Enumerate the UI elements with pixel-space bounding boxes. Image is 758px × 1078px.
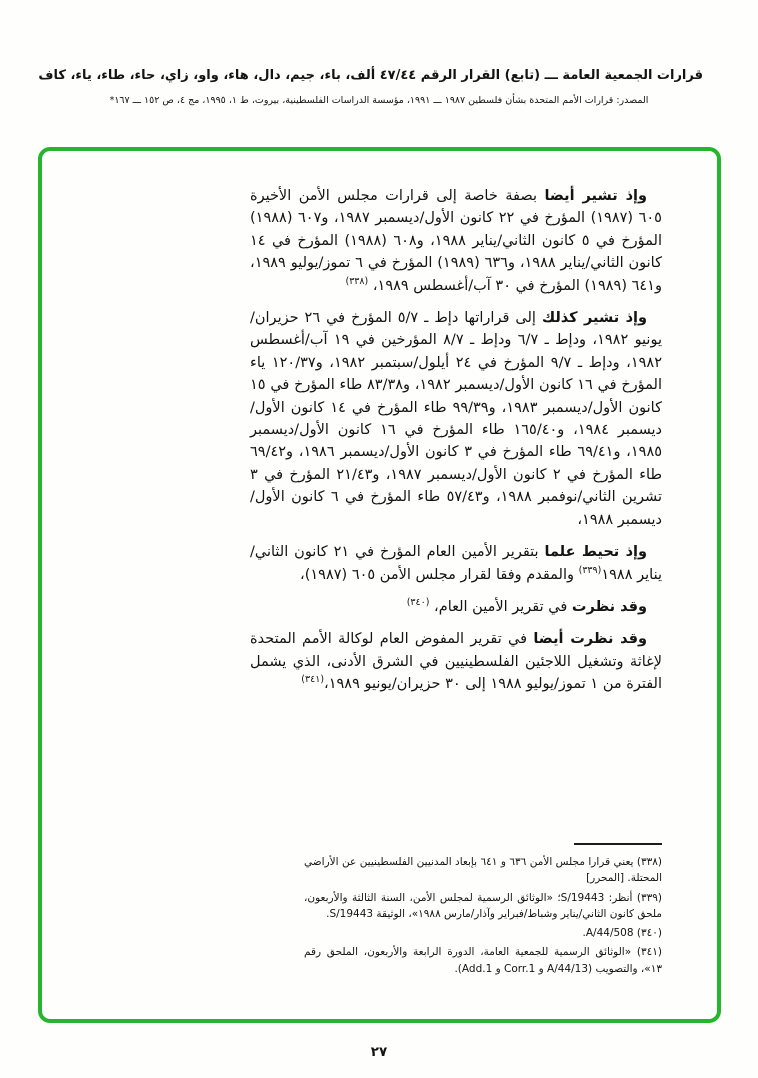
content-frame [38, 147, 721, 1023]
footnote-ref: (٣٣٩) [578, 564, 602, 576]
body-paragraph [250, 307, 662, 531]
footnotes-list [304, 854, 662, 977]
paragraph-text: والمقدم وفقا لقرار مجلس الأمن ٦٠٥ (١٩٨٧)، [300, 566, 579, 583]
paragraph-lead: وإذ تحيط علما [544, 544, 647, 561]
footnote-marker: (٣٤١) [631, 946, 662, 959]
footnote-text: يعني قرارا مجلس الأمن ٦٣٦ و ٦٤١ بإبعاد المدنيين الفلسطينيين عن الأراضي المحتلة. [المحرر] [304, 856, 662, 885]
footnote-item [304, 854, 662, 887]
footnote-ref: (٣٣٨) [345, 275, 369, 287]
body-paragraph [250, 185, 662, 297]
paragraph-lead: وإذ تشير كذلك [541, 310, 647, 327]
footnote-marker: (٣٤٠) [633, 927, 662, 940]
body-paragraph [250, 628, 662, 695]
paragraph-text: بتقرير الأمين العام المؤرخ في ٢١ كانون الثاني/يناير ١٩٨٨ [250, 544, 662, 583]
body-paragraphs [250, 185, 662, 696]
footnotes-section [304, 843, 662, 980]
paragraph-text: بصفة خاصة إلى قرارات مجلس الأمن الأخيرة ٦٠٥ (١٩٨٧) المؤرخ في ٢٢ كانون الأول/ديسمبر ١٩٨٧، و٦٠٧ (١٩٨٨) المؤرخ في ٥ كانون الثاني/يناير ١٩٨٨، و٦٠٨ (١٩٨٨) المؤرخ في ١٤ كانون الثاني/يناير ١٩٨٨، و٦٣٦ (١٩٨٩) المؤرخ في ٦ تموز/يوليو ١٩٨٩، و٦٤١ (١٩٨٩) المؤرخ في ٣٠ آب/أغسطس ١٩٨٩، [250, 188, 662, 294]
paragraph-text: في تقرير الأمين العام، [429, 598, 572, 615]
paragraph-lead: وقد نظرت أيضا [533, 631, 647, 648]
text-column [250, 185, 663, 975]
footnote-item [304, 890, 662, 923]
footnote-text: A/44/508. [582, 927, 634, 940]
page-number: ٢٧ [370, 1044, 388, 1060]
footnote-marker: (٣٣٨) [633, 856, 663, 868]
footnote-text: أنظر: S/19443؛ «الوثائق الرسمية لمجلس الأمن، السنة الثالثة والأربعون، ملحق كانون الثاني/يناير وشباط/فبراير وآذار/مارس ١٩٨٨»، الوثيقة S/19443. [304, 891, 662, 920]
paragraph-text: إلى قراراتها دإط ـ ٥/٧ المؤرخ في ٢٦ حزيران/يونيو ١٩٨٢، ودإط ـ ٦/٧ ودإط ـ ٨/٧ المؤرخين في ١٩ آب/أغسطس ١٩٨٢، ودإط ـ ٩/٧ المؤرخ في ٢٤ أيلول/سبتمبر ١٩٨٢، و١٢٠/٣٧ ياء المؤرخ في ١٦ كانون الأول/ديسمبر ١٩٨٢، و٨٣/٣٨ طاء المؤرخ في ١٥ كانون الأول/ديسمبر ١٩٨٣، و٩٩/٣٩ طاء المؤرخ في ١٤ كانون الأول/ديسمبر ١٩٨٤، و١٦٥/٤٠ طاء المؤرخ في ١٦ كانون الأول/ديسمبر ١٩٨٥، و٦٩/٤١ طاء المؤرخ في ٣ كانون الأول/ديسمبر ١٩٨٦، و٦٩/٤٢ طاء المؤرخ في ٢ كانون الأول/ديسمبر ١٩٨٧، و٢١/٤٣ المؤرخ في ٣ تشرين الثاني/نوفمبر ١٩٨٨، و٥٧/٤٣ طاء المؤرخ في ٦ كانون الأول/ديسمبر ١٩٨٨، [250, 310, 663, 528]
footnote-separator [574, 843, 662, 845]
footnote-item [304, 925, 662, 941]
footnote-item [304, 944, 662, 977]
body-paragraph [250, 541, 662, 586]
paragraph-lead: وقد نظرت [571, 598, 647, 615]
footnote-ref: (٣٤١) [301, 674, 325, 686]
paragraph-lead: وإذ تشير أيضا [544, 188, 647, 204]
footnote-marker: (٣٣٩) [632, 891, 663, 904]
footnote-text: «الوثائق الرسمية للجمعية العامة، الدورة الرابعة والأربعون، الملحق رقم ١٣»، والتصويب (A/44/13 و Corr.1 و Add.1). [304, 946, 662, 975]
header-source: المصدر: قرارات الأمم المتحدة بشأن فلسطين ١٩٨٧ ـــ ١٩٩١، مؤسسة الدراسات الفلسطينية، بيروت، ط ١، ١٩٩٥، مج ٤، ص ١٥٢ ـــ ١٦٧* [109, 95, 649, 106]
paragraph-text: في تقرير المفوض العام لوكالة الأمم المتحدة لإغاثة وتشغيل اللاجئين الفلسطينيين في الشرق الأدنى، الذي يشمل الفترة من ١ تموز/يوليو ١٩٨٨ إلى ٣٠ حزيران/يونيو ١٩٨٩، [250, 631, 662, 693]
body-paragraph [250, 596, 662, 618]
header-title: قرارات الجمعية العامة ـــ (تابع) القرار الرقم ٤٧/٤٤ ألف، باء، جيم، دال، هاء، واو، زاي، حاء، طاء، ياء، كاف [38, 68, 703, 83]
footnote-ref: (٣٤٠) [406, 597, 430, 609]
